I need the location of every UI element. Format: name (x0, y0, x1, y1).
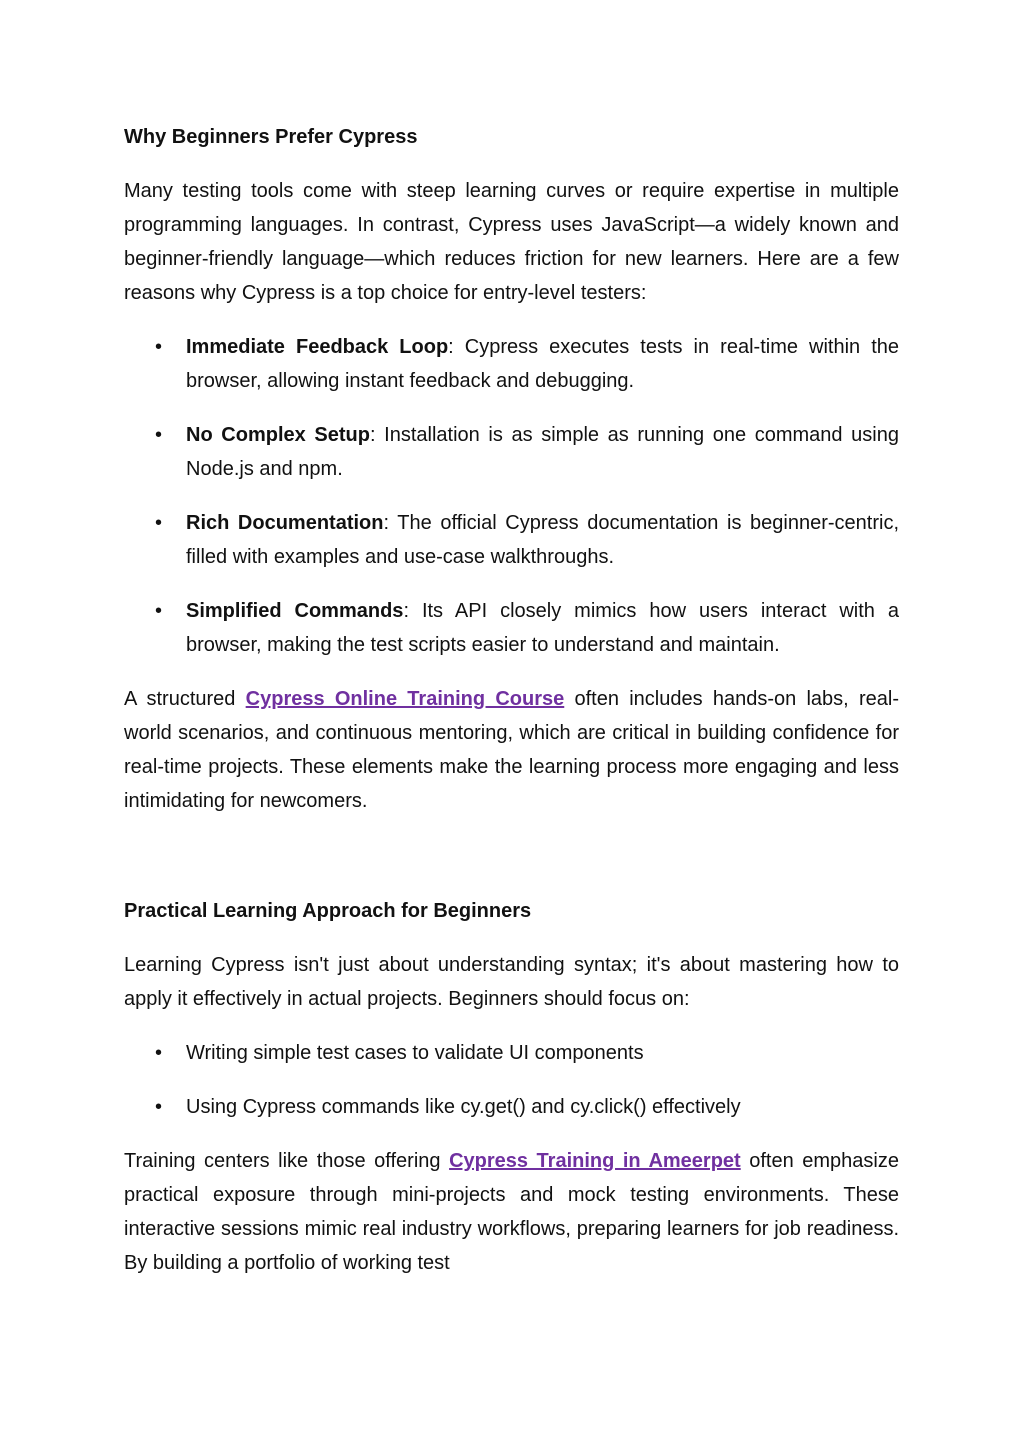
bullet-text: : Installation is as simple as running one command using Node.js and npm. (186, 424, 899, 480)
bullet-text: Writing simple test cases to validate UI components (186, 1042, 644, 1064)
list-item (124, 418, 899, 486)
bullet-text: : Cypress executes tests in real-time within the browser, allowing instant feedback and debugging. (186, 336, 900, 392)
list-item (124, 1090, 899, 1124)
bullet-term: No Complex Setup (186, 424, 370, 446)
outro-text-before: A structured (124, 688, 246, 710)
outro-text-after: often includes hands-on labs, real-world scenarios, and continuous mentoring, which are critical in building confidence for real-time projects. These elements make the learning process more engaging and less intimidating for newcomers. (124, 688, 899, 812)
bullet-icon: • (155, 336, 163, 358)
section-heading-why-beginners: Why Beginners Prefer Cypress (124, 126, 418, 148)
bullet-icon: • (155, 512, 163, 534)
bullet-term: Rich Documentation (186, 512, 384, 534)
bullet-icon: • (155, 1096, 163, 1118)
section1-bullet-list (124, 330, 899, 662)
section1-outro-paragraph (124, 682, 899, 818)
cypress-online-training-course-link[interactable]: Cypress Online Training Course (245, 688, 565, 710)
list-item (124, 506, 899, 574)
bullet-text: Using Cypress commands like cy.get() and cy.click() effectively (186, 1096, 741, 1118)
list-item (124, 330, 899, 398)
section2-intro-paragraph: Learning Cypress isn't just about understanding syntax; it's about mastering how to apply it effectively in actual projects. Beginners should focus on: (124, 954, 899, 1010)
section2-outro-paragraph (124, 1144, 899, 1280)
bullet-icon: • (155, 424, 163, 446)
section1-intro-paragraph: Many testing tools come with steep learning curves or require expertise in multiple programming languages. In contrast, Cypress uses JavaScript—a widely known and beginner-friendly language—which reduces friction for new learners. Here are a few reasons why Cypress is a top choice for entry-level testers: (124, 180, 899, 304)
outro-text-after: often emphasize practical exposure through mini-projects and mock testing environments. These interactive sessions mimic real industry workflows, preparing learners for job readiness. By building a portfolio of working test (124, 1150, 899, 1274)
bullet-icon: • (155, 600, 163, 622)
bullet-icon: • (155, 1042, 163, 1064)
list-item (124, 594, 899, 662)
section-spacer (124, 838, 899, 894)
cypress-training-in-ameerpet-link[interactable]: Cypress Training in Ameerpet (449, 1150, 741, 1172)
section-heading-practical-learning: Practical Learning Approach for Beginners (124, 900, 532, 922)
bullet-term: Simplified Commands (186, 600, 404, 622)
bullet-text: : Its API closely mimics how users interact with a browser, making the test scripts easier to understand and maintain. (186, 600, 900, 656)
bullet-text: : The official Cypress documentation is beginner-centric, filled with examples and use-case walkthroughs. (186, 512, 899, 568)
document-page (124, 120, 899, 1300)
list-item (124, 1036, 899, 1070)
outro-text-before: Training centers like those offering (124, 1150, 450, 1172)
section2-bullet-list (124, 1036, 899, 1124)
bullet-term: Immediate Feedback Loop (186, 336, 449, 358)
